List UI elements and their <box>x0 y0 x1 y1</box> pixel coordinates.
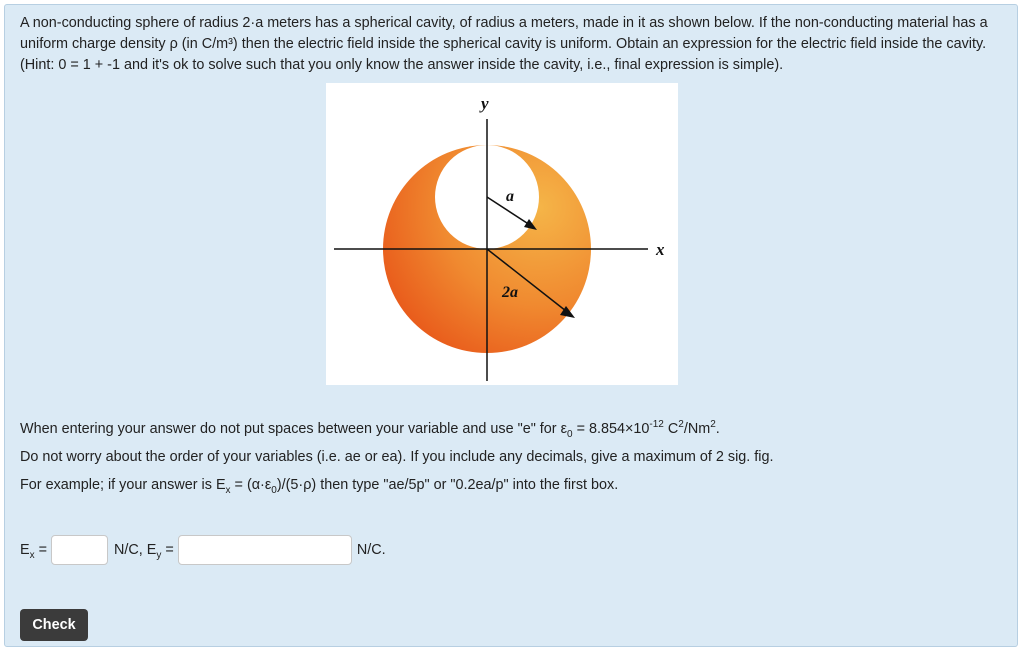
ex-label: $E_x$ = <box>20 542 48 561</box>
instruction-epsilon: When entering your answer do not put spaces between your variable and use "e" for $\varepsilon_0 = 8.854\times 10^{-12}$ $C^2/Nm^2$. <box>20 419 720 440</box>
x-axis-label: x <box>656 240 665 259</box>
question-text: A non-conducting sphere of radius 2·a meters has a spherical cavity, of radius a meters, made in it as shown below. If the non-conducting material has a uniform charge density ρ (in C/m³) then the electric field inside the spherical cavity is uniform. Obtain an expression for the electric field inside the cavity. (Hint: 0 = 1 + -1 and it's ok to solve such that you only know the answer inside the cavity, i.e., final expression is simple). <box>20 15 988 73</box>
check-button[interactable]: Check <box>20 609 88 641</box>
ey-answer-input[interactable] <box>178 535 352 565</box>
ex-answer-input[interactable] <box>51 535 108 565</box>
instruction-example: For example; if your answer is $E_x = (\alpha\cdot\varepsilon_0)/(5\cdot\rho)$ then type "ae/5p" or "0.2ea/p" into the first box. <box>20 477 619 496</box>
cavity-radius-label: a <box>506 188 514 205</box>
sphere-diagram <box>326 83 678 385</box>
question-panel <box>4 4 1018 647</box>
answer-row <box>20 533 386 567</box>
ey-unit-label: N/C. <box>356 542 386 558</box>
y-axis-label: y <box>481 94 489 113</box>
sphere-figure <box>326 83 678 385</box>
instruction-order: Do not worry about the order of your variables (i.e. ae or ea). If you include any decimals, give a maximum of 2 sig. fig. <box>20 449 774 465</box>
ey-label: N/C, $E_y$ = <box>114 542 174 561</box>
sphere-radius-label: 2a <box>502 284 518 301</box>
